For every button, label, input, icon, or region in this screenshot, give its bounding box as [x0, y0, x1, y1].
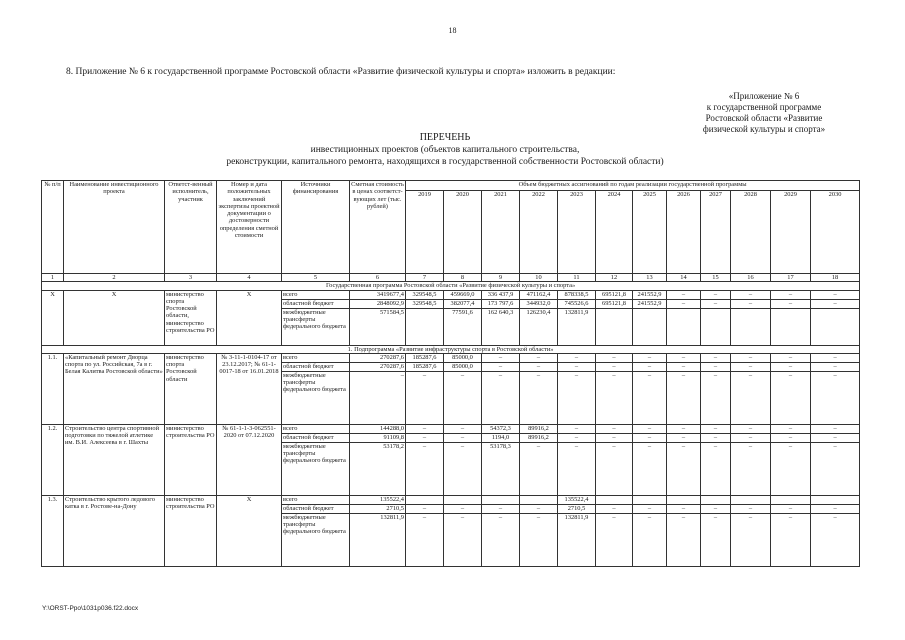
budget-cell: – — [701, 513, 731, 566]
header-num: № п/п — [42, 181, 64, 274]
budget-cell: – — [558, 442, 596, 495]
estimated-cost-cell: 144288,0 — [350, 424, 406, 433]
budget-cell: – — [701, 371, 731, 424]
column-index: 16 — [731, 274, 771, 282]
budget-cell: 85000,0 — [444, 362, 482, 371]
budget-cell: – — [771, 371, 811, 424]
budget-cell: – — [731, 353, 771, 362]
appendix-line-2: к государственной программе — [706, 102, 822, 112]
budget-cell: – — [444, 442, 482, 495]
budget-cell: – — [811, 504, 860, 513]
funding-source: межбюджетные трансферты федерального бюджета — [282, 308, 350, 345]
budget-cell: – — [731, 433, 771, 442]
responsible-executor: министерство строительства РО — [165, 424, 217, 495]
budget-cell: 53178,3 — [482, 442, 520, 495]
expertise-conclusion: № 3-11-1-0104-17 от 23.12.2017; № 61-1-0017-18 от 16.01.2018 — [217, 353, 282, 424]
budget-cell: – — [701, 362, 731, 371]
budget-cell: 132811,9 — [558, 513, 596, 566]
budget-cell: – — [444, 371, 482, 424]
header-sources: Источники финансирования — [282, 181, 350, 274]
budget-cell — [771, 495, 811, 504]
budget-cell: 471162,4 — [520, 290, 558, 299]
budget-cell: 878338,5 — [558, 290, 596, 299]
budget-cell: – — [771, 442, 811, 495]
expertise-conclusion: Х — [217, 290, 282, 345]
year-header: 2024 — [596, 191, 633, 274]
header-estimated-cost: Сметная стоимость в ценах соответст-вующих лет (тыс. рублей) — [350, 181, 406, 274]
budget-cell: – — [482, 513, 520, 566]
budget-cell: 344932,0 — [520, 299, 558, 308]
estimated-cost-cell: 571584,5 — [350, 308, 406, 345]
estimated-cost-cell: 135522,4 — [350, 495, 406, 504]
budget-cell: – — [811, 299, 860, 308]
budget-cell: 695121,8 — [596, 290, 633, 299]
year-header: 2029 — [771, 191, 811, 274]
budget-cell: – — [811, 513, 860, 566]
budget-cell: – — [731, 513, 771, 566]
budget-cell: – — [520, 353, 558, 362]
table-row — [42, 353, 860, 362]
budget-cell — [633, 308, 667, 345]
estimated-cost-cell: 270287,6 — [350, 353, 406, 362]
year-header: 2019 — [406, 191, 444, 274]
responsible-executor: министерство спорта Ростовской области, министерство строительства РО — [165, 290, 217, 345]
budget-cell: – — [731, 504, 771, 513]
budget-cell: – — [520, 442, 558, 495]
budget-cell: – — [701, 290, 731, 299]
budget-cell: 173 797,6 — [482, 299, 520, 308]
budget-cell: – — [596, 504, 633, 513]
header-responsible: Ответст-венный исполнитель, участник — [165, 181, 217, 274]
budget-cell: – — [667, 371, 701, 424]
budget-cell: – — [667, 290, 701, 299]
budget-cell: 185287,6 — [406, 353, 444, 362]
appendix-heading — [679, 91, 849, 135]
budget-cell: 135522,4 — [558, 495, 596, 504]
budget-cell: – — [701, 353, 731, 362]
column-index: 17 — [771, 274, 811, 282]
budget-cell: – — [633, 442, 667, 495]
column-index: 15 — [701, 274, 731, 282]
budget-cell: – — [444, 504, 482, 513]
budget-cell: 162 640,3 — [482, 308, 520, 345]
page-number: 18 — [448, 26, 457, 35]
budget-cell: 132811,9 — [558, 308, 596, 345]
subprogram-row — [42, 345, 860, 353]
budget-cell: – — [558, 433, 596, 442]
title-line-3: реконструкции, капитального ремонта, находящихся в государственной собственности Ростовской области) — [226, 157, 664, 167]
budget-cell: – — [771, 353, 811, 362]
budget-cell: – — [596, 362, 633, 371]
budget-cell: – — [596, 353, 633, 362]
year-header: 2022 — [520, 191, 558, 274]
budget-cell — [701, 308, 731, 345]
budget-cell: – — [771, 299, 811, 308]
funding-source: межбюджетные трансферты федерального бюджета — [282, 371, 350, 424]
budget-cell: – — [731, 362, 771, 371]
budget-cell: – — [667, 299, 701, 308]
budget-cell: – — [444, 424, 482, 433]
budget-cell: – — [811, 424, 860, 433]
year-header: 2028 — [731, 191, 771, 274]
column-index: 3 — [165, 274, 217, 282]
budget-cell — [811, 495, 860, 504]
budget-cell: 1194,0 — [482, 433, 520, 442]
budget-cell — [596, 495, 633, 504]
budget-cell: – — [520, 513, 558, 566]
budget-cell: – — [811, 442, 860, 495]
budget-cell: 85000,0 — [444, 353, 482, 362]
budget-cell: – — [731, 290, 771, 299]
budget-cell — [633, 495, 667, 504]
subprogram-title: 1. Подпрограмма «Развитие инфраструктуры спорта в Ростовской области» — [42, 345, 860, 353]
funding-source: областной бюджет — [282, 433, 350, 442]
year-header: 2026 — [667, 191, 701, 274]
estimated-cost-cell: 2710,5 — [350, 504, 406, 513]
column-index: 4 — [217, 274, 282, 282]
appendix-line-3: Ростовской области «Развитие — [705, 113, 823, 123]
budget-cell — [731, 495, 771, 504]
column-index: 12 — [596, 274, 633, 282]
column-index: 18 — [811, 274, 860, 282]
column-index: 14 — [667, 274, 701, 282]
budget-cell: – — [771, 433, 811, 442]
budget-cell: – — [701, 424, 731, 433]
project-number: 1.2. — [42, 424, 64, 495]
budget-cell: – — [667, 433, 701, 442]
budget-cell — [771, 308, 811, 345]
budget-cell: – — [811, 290, 860, 299]
funding-source: межбюджетные трансферты федерального бюджета — [282, 442, 350, 495]
budget-cell: – — [633, 424, 667, 433]
project-number: 1.3. — [42, 495, 64, 566]
budget-cell: – — [667, 424, 701, 433]
funding-source: всего — [282, 290, 350, 299]
budget-cell: – — [482, 504, 520, 513]
budget-cell: – — [701, 299, 731, 308]
responsible-executor: министерство строительства РО — [165, 495, 217, 566]
document-title — [40, 132, 850, 168]
budget-cell: 89916,2 — [520, 424, 558, 433]
budget-cell: – — [771, 504, 811, 513]
column-index: 2 — [64, 274, 165, 282]
budget-cell — [444, 495, 482, 504]
budget-cell: – — [482, 371, 520, 424]
project-number: 1.1. — [42, 353, 64, 424]
column-index: 8 — [444, 274, 482, 282]
funding-source: всего — [282, 424, 350, 433]
program-title: Государственная программа Ростовской области «Развитие физической культуры и спорта» — [42, 282, 860, 290]
budget-cell: – — [667, 353, 701, 362]
project-name: Строительство крытого ледового катка в г. Ростове-на-Дону — [64, 495, 165, 566]
header-budget-volume: Объем бюджетных ассигнований по годам реализации государственной программы — [406, 181, 860, 191]
year-header: 2027 — [701, 191, 731, 274]
funding-source: всего — [282, 353, 350, 362]
header-expertise: Номер и дата положительных заключений экспертизы проектной документации о достоверности определения сметной стоимости — [217, 181, 282, 274]
estimated-cost-cell: 3419677,4 — [350, 290, 406, 299]
header-project-name: Наименование инвестиционного проекта — [64, 181, 165, 274]
column-index: 9 — [482, 274, 520, 282]
estimated-cost-cell: 2848092,9 — [350, 299, 406, 308]
column-index: 5 — [282, 274, 350, 282]
expertise-conclusion: Х — [217, 495, 282, 566]
appendix-line-4: физической культуры и спорта» — [702, 124, 826, 134]
budget-cell — [731, 308, 771, 345]
budget-cell — [596, 308, 633, 345]
budget-cell: 329548,5 — [406, 290, 444, 299]
year-header: 2021 — [482, 191, 520, 274]
budget-cell: – — [558, 362, 596, 371]
appendix-line-1: «Приложение № 6 — [728, 91, 800, 101]
budget-cell: – — [771, 424, 811, 433]
column-index: 11 — [558, 274, 596, 282]
budget-cell: 77591,6 — [444, 308, 482, 345]
budget-cell: – — [558, 353, 596, 362]
estimated-cost-cell: 53178,2 — [350, 442, 406, 495]
budget-cell: – — [667, 362, 701, 371]
budget-cell: – — [667, 442, 701, 495]
project-name: «Капитальный ремонт Дворца спорта по ул. Российская, 7а в г. Белая Калитва Ростовской области» — [64, 353, 165, 424]
budget-cell: – — [633, 362, 667, 371]
project-name: Строительство центра спортивной подготовки по тяжелой атлетике им. В.И. Алексеева в г. Шахты — [64, 424, 165, 495]
budget-cell: 241552,9 — [633, 299, 667, 308]
expertise-conclusion: № 61-1-1-3-062551-2020 от 07.12.2020 — [217, 424, 282, 495]
budget-cell: – — [444, 513, 482, 566]
budget-cell: – — [633, 504, 667, 513]
budget-cell: – — [701, 433, 731, 442]
budget-cell: – — [558, 424, 596, 433]
title-line-2: инвестиционных проектов (объектов капитального строительства, — [310, 145, 580, 155]
budget-cell: – — [596, 513, 633, 566]
budget-cell: – — [482, 362, 520, 371]
budget-cell: – — [771, 290, 811, 299]
table-row — [42, 424, 860, 433]
budget-cell: – — [731, 299, 771, 308]
budget-cell: – — [633, 353, 667, 362]
budget-cell — [667, 495, 701, 504]
year-header: 2025 — [633, 191, 667, 274]
budget-cell: – — [701, 442, 731, 495]
budget-cell: – — [811, 371, 860, 424]
title-line-1: ПЕРЕЧЕНЬ — [419, 132, 471, 143]
budget-cell: – — [444, 433, 482, 442]
budget-cell: 695121,8 — [596, 299, 633, 308]
budget-cell: – — [406, 442, 444, 495]
budget-cell — [667, 308, 701, 345]
budget-cell — [482, 495, 520, 504]
funding-source: областной бюджет — [282, 504, 350, 513]
budget-cell: – — [520, 362, 558, 371]
funding-source: областной бюджет — [282, 299, 350, 308]
budget-cell: – — [406, 513, 444, 566]
budget-cell: 89916,2 — [520, 433, 558, 442]
budget-cell: – — [558, 371, 596, 424]
budget-cell: – — [633, 371, 667, 424]
budget-cell: – — [771, 362, 811, 371]
budget-cell: 2710,5 — [558, 504, 596, 513]
funding-source: всего — [282, 495, 350, 504]
year-header: 2020 — [444, 191, 482, 274]
budget-cell — [701, 495, 731, 504]
budget-cell — [520, 495, 558, 504]
column-index: 10 — [520, 274, 558, 282]
budget-cell: 126230,4 — [520, 308, 558, 345]
budget-cell: – — [406, 433, 444, 442]
estimated-cost-cell: 91109,8 — [350, 433, 406, 442]
budget-cell: – — [701, 504, 731, 513]
estimated-cost-cell: 132811,9 — [350, 513, 406, 566]
budget-cell: 382077,4 — [444, 299, 482, 308]
column-index: 6 — [350, 274, 406, 282]
budget-cell: – — [520, 504, 558, 513]
budget-cell: 54372,3 — [482, 424, 520, 433]
budget-cell — [406, 308, 444, 345]
column-index: 7 — [406, 274, 444, 282]
budget-cell: – — [633, 513, 667, 566]
year-header: 2030 — [811, 191, 860, 274]
budget-cell: – — [520, 371, 558, 424]
estimated-cost-cell: – — [350, 371, 406, 424]
budget-cell: – — [811, 362, 860, 371]
column-index: 1 — [42, 274, 64, 282]
budget-cell: – — [667, 513, 701, 566]
file-path-footer: Y:\ORST-Ppo\1031p036.f22.docx — [42, 605, 139, 612]
projects-table — [41, 180, 860, 567]
budget-cell: – — [731, 371, 771, 424]
budget-cell: 745526,6 — [558, 299, 596, 308]
budget-cell: 241552,9 — [633, 290, 667, 299]
budget-cell: – — [596, 424, 633, 433]
budget-cell: – — [633, 433, 667, 442]
budget-cell: – — [596, 442, 633, 495]
table-row — [42, 495, 860, 504]
budget-cell: – — [482, 353, 520, 362]
budget-cell: – — [406, 371, 444, 424]
budget-cell: – — [406, 424, 444, 433]
column-index: 13 — [633, 274, 667, 282]
budget-cell: – — [731, 442, 771, 495]
budget-cell — [811, 308, 860, 345]
budget-cell: 459669,0 — [444, 290, 482, 299]
budget-cell: 329548,5 — [406, 299, 444, 308]
budget-cell: – — [731, 424, 771, 433]
year-header: 2023 — [558, 191, 596, 274]
budget-cell: – — [596, 371, 633, 424]
budget-cell — [406, 495, 444, 504]
amendment-intro: 8. Приложение № 6 к государственной программе Ростовской области «Развитие физической культуры и спорта» изложить в редакции: — [66, 67, 616, 77]
budget-cell: 185287,6 — [406, 362, 444, 371]
estimated-cost-cell: 270287,6 — [350, 362, 406, 371]
budget-cell: – — [406, 504, 444, 513]
funding-source: межбюджетные трансферты федерального бюджета — [282, 513, 350, 566]
table-row — [42, 290, 860, 299]
budget-cell: – — [596, 433, 633, 442]
budget-cell: – — [811, 353, 860, 362]
budget-cell: – — [811, 433, 860, 442]
project-name: Х — [64, 290, 165, 345]
budget-cell: – — [771, 513, 811, 566]
budget-cell: – — [667, 504, 701, 513]
funding-source: областной бюджет — [282, 362, 350, 371]
project-number: Х — [42, 290, 64, 345]
budget-cell: 336 437,9 — [482, 290, 520, 299]
responsible-executor: министерство спорта Ростовской области — [165, 353, 217, 424]
